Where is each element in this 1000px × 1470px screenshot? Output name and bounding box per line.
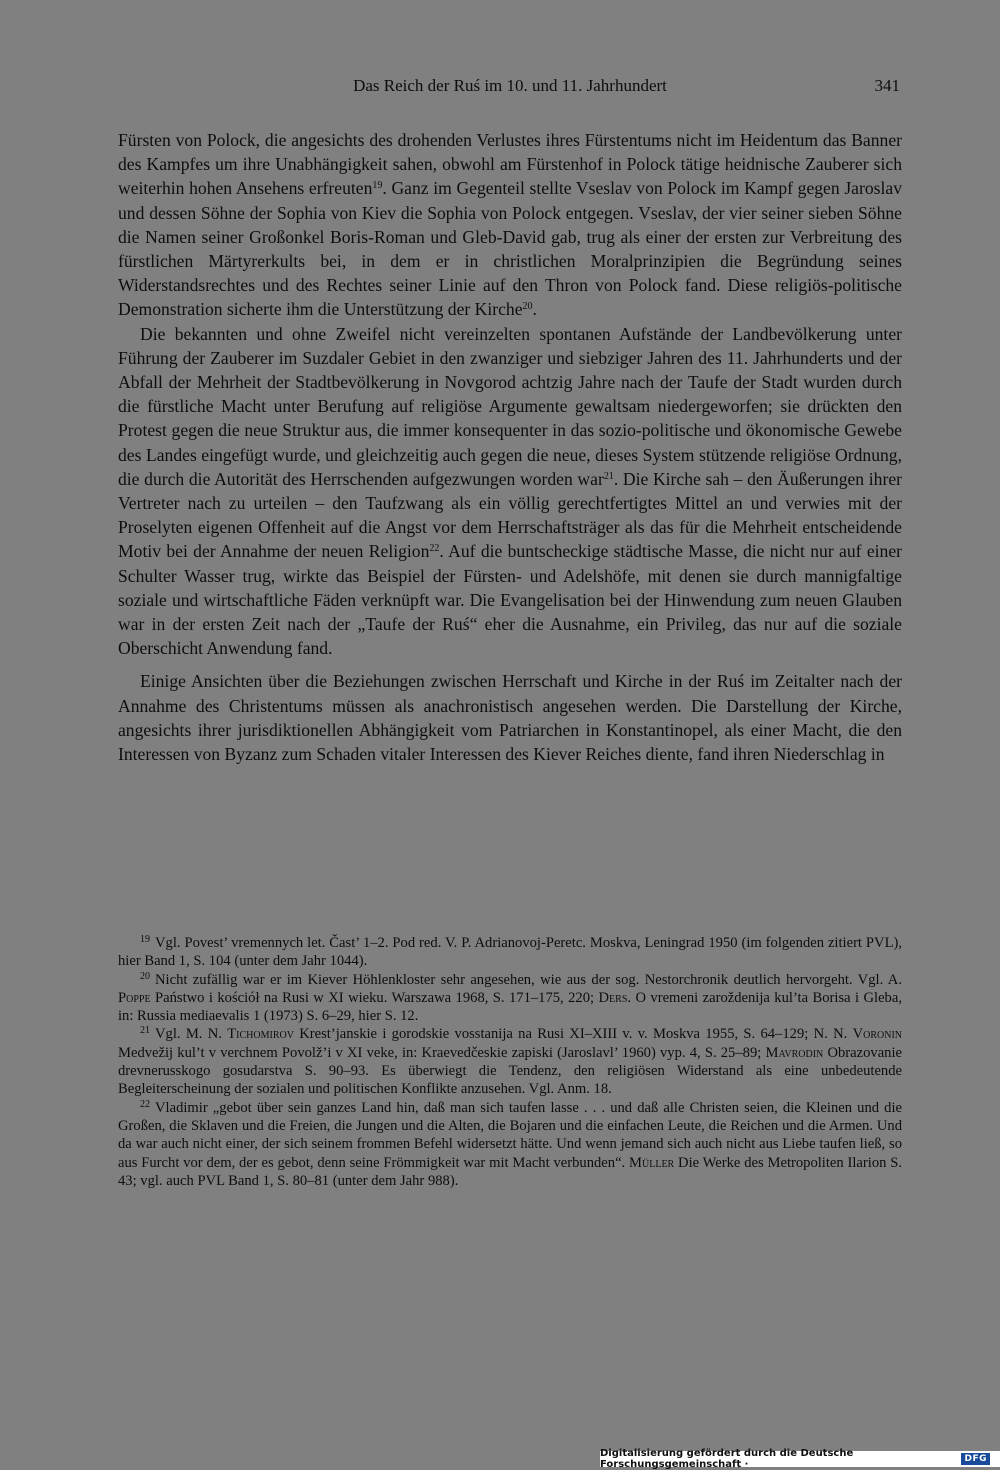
footnote-21: $^{21}$ Vgl. M. N. Tichomirov Krest’janskie i gorodskie vosstanija na Rusi XI–XIII v. v. Moskva 1955, S. 64–129; N. N. Voronin Medvežij kul’t v verchnem Povolž’i v XI veke, in: Kraevedčeskie zapiski (Jaroslavl’ 1960) vyp. 4, S. 25–89; Mavrodin Obrazovanie drevnerusskogo gosudarstva S. 90–93. Es überwiegt die Tendenz, den religiösen Widerstand als eine unbedeutende Begleiterscheinung der sozialen und politischen Konflikte anzusehen. Vgl. Anm. 18. — [118, 1025, 903, 1098]
paragraph-1: Fürsten von Polock, die angesichts des drohenden Verlustes ihres Fürstentums nicht im Heidentum das Banner des Kampfes um ihre Unabhängigkeit sahen, obwohl am Fürstenhof in Polock tätige heidnische Zauberer sich weiterhin hohen Ansehens erfreuten$^{19}$. Ganz im Gegenteil stellte Vseslav von Polock im Kampf gegen Jaroslav und dessen Söhne der Sophia von Kiev die Sophia von Polock entgegen. Vseslav, der vier seiner sieben Söhne die Namen seiner Großonkel Boris-Roman und Gleb-David gab, trug als einer der ersten zur Verbreitung des fürstlichen Märtyrerkults bei, in dem er in christlichen Moralprinzipien die Begründung seines Widerstandsrechtes und des Rechtes seiner Linie auf den Thron von Polock fand. Diese religiös-politische Demonstration sicherte ihm die Unterstützung der Kirche$^{20}$. — [118, 130, 902, 320]
footnote-number: 22 — [140, 1098, 150, 1110]
footnote-ref-22[interactable]: 22 — [429, 543, 440, 555]
author-name: Tichomirov — [227, 1026, 294, 1043]
running-header — [118, 76, 902, 106]
footnote-ref-21[interactable]: 21 — [603, 470, 614, 482]
footnote-ref-20[interactable]: 20 — [522, 301, 533, 313]
running-title: Das Reich der Ruś im 10. und 11. Jahrhundert — [353, 76, 667, 95]
paragraph-3: Einige Ansichten über die Beziehungen zwischen Herrschaft und Kirche in der Ruś im Zeitalter nach der Annahme des Christentums müssen als anachronistisch angesehen werden. Die Darstellung der Kirche, angesichts ihrer jurisdiktionellen Abhängigkeit vom Patriarchen in Konstantinopel, als einer Macht, die den Interessen von Byzanz zum Schaden vitaler Interessen des Kiever Reiches diente, fand ihren Niederschlag in — [118, 671, 902, 765]
author-name: Müller — [629, 1154, 675, 1171]
footnote-number: 19 — [140, 934, 150, 945]
footnote-19: $^{19}$ Vgl. Povest’ vremennych let. Čast’ 1–2. Pod red. V. P. Adrianovoj-Peretc. Moskva, Leningrad 1950 (im folgenden zitiert PVL), hier Band 1, S. 104 (unter dem Jahr 1044). — [118, 934, 902, 970]
page-number: 341 — [874, 76, 900, 95]
footnote-number: 21 — [140, 1025, 150, 1037]
footnotes — [118, 934, 902, 1190]
footnote-22: $^{22}$ Vladimir „gebot über sein ganzes Land hin, daß man sich taufen lasse . . . und daß alle Christen seien, die Kleinen und die Großen, die Sklaven und die Freien, die Jungen und die Alten, die Bojaren und die einfachen Leute, die Reichen und die Armen. Und da war auch nicht einer, der sich seinem frommen Befehl widersetzt hätte. Und wenn jemand sich auch nicht aus Liebe taufen ließ, so aus Furcht vor dem, der es gebot, denn seine Frömmigkeit war mit Macht verbunden“. Müller Die Werke des Metropoliten Ilarion S. 43; vgl. auch PVL Band 1, S. 80–81 (unter dem Jahr 988). — [118, 1098, 902, 1189]
footnote-20: $^{20}$ Nicht zufällig war er im Kiever Höhlenkloster sehr angesehen, wie aus der sog. Nestorchronik deutlich hervorgeht. Vgl. A. Poppe Państwo i kościół na Rusi w XI wieku. Warszawa 1968, S. 171–175, 220; Ders. O vremeni zaroždenija kul’ta Borisa i Gleba, in: Russia mediaevalis 1 (1973) S. 6–29, hier S. 12. — [118, 970, 902, 1025]
main-text — [118, 128, 902, 766]
funding-note: Digitalisierung gefördert durch die Deutsche Forschungsgemeinschaft · — [600, 1448, 854, 1470]
paragraph-2: Die bekannten und ohne Zweifel nicht vereinzelten spontanen Aufstände der Landbevölkerung unter Führung der Zauberer im Suzdaler Gebiet in den zwanziger und siebziger Jahren des 11. Jahrhunderts und der Abfall der Mehrheit der Stadtbevölkerung in Novgorod achtzig Jahre nach der Taufe der Stadt wurden durch die fürstliche Macht unter Berufung auf religiöse Argumente gewaltsam niedergeworfen; sie drückten den Protest gegen die neue Struktur aus, die immer konsequenter in das sozio-politische und ökonomische Gewebe des Landes eingefügt wurde, und gleichzeitig auch gegen die neue, dieses System stützende religiöse Ordnung, die durch die Autorität des Herrschenden aufgezwungen worden war$^{21}$. Die Kirche sah – den Äußerungen ihrer Vertreter nach zu urteilen – den Taufzwang als ein völlig gerechtfertigtes Mittel an und verwies mit der Proselyten eigenen Offenheit auf die Angst vor dem Herrschaftsträger als das für die Mehrheit entscheidende Motiv bei der Annahme der neuen Religion$^{22}$. Auf die buntscheckige städtische Masse, die nicht nur auf einer Schulter Wasser trug, wirkte das Beispiel der Fürsten- und Adelshöfe, mit denen sie durch mannigfaltige soziale und wirtschaftliche Fäden verknüpft war. Die Evangelisation bei der Hinwendung zum neuen Glauben war in der ersten Zeit nach der „Taufe der Ruś“ eher die Ausnahme, ein Privileg, das nur auf die soziale Oberschicht Anwendung fand. — [118, 323, 902, 659]
author-name: Ders. — [598, 989, 632, 1006]
dfg-logo: DFG — [961, 1453, 990, 1465]
footnote-ref-19[interactable]: 19 — [372, 180, 383, 192]
footnote-number: 20 — [140, 970, 150, 982]
author-name: Voronin — [852, 1026, 903, 1043]
funding-footer — [600, 1448, 1000, 1470]
author-name: Poppe — [118, 989, 151, 1006]
author-name: Mavrodin — [765, 1044, 824, 1061]
